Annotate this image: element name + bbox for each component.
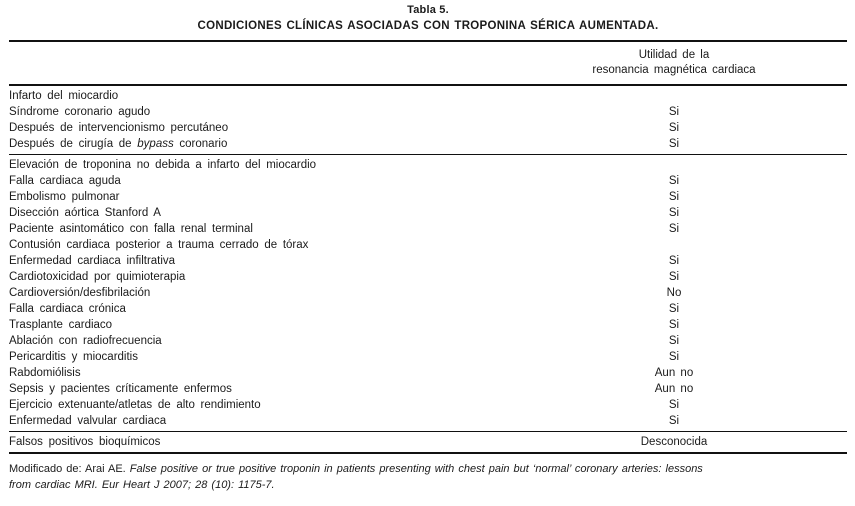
table-row	[9, 413, 847, 429]
mri-utility-value: Si	[668, 255, 680, 267]
condition-label: Ejercicio extenuante/atletas de alto rendimiento	[9, 399, 261, 411]
table-row	[9, 434, 847, 450]
condition-label: Infarto del miocardio	[9, 90, 119, 102]
mri-utility-value: Si	[668, 335, 680, 347]
condition-label: Falla cardiaca aguda	[9, 175, 121, 187]
section-myocardial-infarction	[9, 86, 847, 154]
column-header-line2: resonancia magnética cardiaca	[592, 64, 756, 76]
condition-label: Cardiotoxicidad por quimioterapia	[9, 271, 186, 283]
condition-label: Sepsis y pacientes críticamente enfermos	[9, 383, 232, 395]
mri-utility-value: Si	[668, 303, 680, 315]
table-row	[9, 333, 847, 349]
condition-label: Disección aórtica Stanford A	[9, 207, 161, 219]
table-row	[9, 88, 847, 104]
condition-label: Síndrome coronario agudo	[9, 106, 151, 118]
mri-utility-value: Si	[668, 175, 680, 187]
mri-utility-value: Si	[668, 399, 680, 411]
table-row	[9, 221, 847, 237]
condition-label: Embolismo pulmonar	[9, 191, 120, 203]
table-row	[9, 120, 847, 136]
condition-label: Enfermedad cardiaca infiltrativa	[9, 255, 176, 267]
condition-label: Ablación con radiofrecuencia	[9, 335, 162, 347]
table-title: CONDICIONES CLÍNICAS ASOCIADAS CON TROPONINA SÉRICA AUMENTADA.	[197, 20, 659, 32]
condition-label: Trasplante cardiaco	[9, 319, 113, 331]
table-row	[9, 317, 847, 333]
column-header-spacer	[9, 48, 559, 78]
table-row	[9, 253, 847, 269]
mri-utility-value: Si	[668, 138, 680, 150]
column-header-mri-utility	[559, 48, 789, 78]
source-note-citation-line1: False positive or true positive troponin in patients presenting with chest pain but ‘normal’ coronary arteries: lessons	[129, 463, 703, 475]
condition-label: Pericarditis y miocarditis	[9, 351, 138, 363]
mri-utility-value: Aun no	[654, 367, 694, 379]
mri-utility-value	[559, 237, 789, 253]
condition-label: Contusión cardiaca posterior a trauma cerrado de tórax	[9, 239, 309, 251]
mri-utility-value: No	[666, 287, 682, 299]
mri-utility-value: Aun no	[654, 383, 694, 395]
table-row	[9, 173, 847, 189]
condition-label: Elevación de troponina no debida a infarto del miocardio	[9, 159, 317, 171]
condition-label-italic-part: bypass	[137, 138, 174, 150]
source-note	[9, 462, 847, 493]
table-row	[9, 157, 847, 173]
table-row	[9, 189, 847, 205]
condition-label: Enfermedad valvular cardiaca	[9, 415, 167, 427]
table-row	[9, 136, 847, 152]
condition-label: Falla cardiaca crónica	[9, 303, 126, 315]
mri-utility-value: Desconocida	[640, 436, 708, 448]
table-row	[9, 104, 847, 120]
table-row	[9, 301, 847, 317]
condition-label: Falsos positivos bioquímicos	[9, 436, 161, 448]
section-biochemical-false-positives	[9, 432, 847, 452]
condition-label	[9, 136, 559, 152]
table-row	[9, 349, 847, 365]
table-row	[9, 285, 847, 301]
condition-label-part: coronario	[173, 138, 228, 150]
condition-label: Paciente asintomático con falla renal terminal	[9, 223, 253, 235]
mri-utility-value	[559, 157, 789, 173]
mri-utility-value: Si	[668, 122, 680, 134]
condition-label: Después de intervencionismo percutáneo	[9, 122, 229, 134]
mri-utility-value: Si	[668, 271, 680, 283]
mri-utility-value: Si	[668, 351, 680, 363]
table-row	[9, 381, 847, 397]
condition-label: Rabdomiólisis	[9, 367, 81, 379]
mri-utility-value: Si	[668, 415, 680, 427]
source-note-prefix: Modificado de: Arai AE.	[9, 463, 130, 475]
section-non-infarction-troponin-elevation	[9, 155, 847, 431]
column-header-row	[9, 42, 847, 84]
rule-bottom	[9, 452, 847, 454]
column-header-line1: Utilidad de la	[638, 49, 710, 61]
table-row	[9, 205, 847, 221]
table-number: Tabla 5.	[407, 4, 449, 16]
mri-utility-value: Si	[668, 106, 680, 118]
mri-utility-value: Si	[668, 223, 680, 235]
condition-label: Cardioversión/desfibrilación	[9, 287, 151, 299]
source-note-citation-line2: from cardiac MRI. Eur Heart J 2007; 28 (10): 1175-7.	[9, 478, 275, 491]
mri-utility-value: Si	[668, 319, 680, 331]
table-row	[9, 269, 847, 285]
mri-utility-value: Si	[668, 191, 680, 203]
condition-label-part: Después de cirugía de	[9, 138, 138, 150]
mri-utility-value	[559, 88, 789, 104]
table-row	[9, 397, 847, 413]
table-row	[9, 365, 847, 381]
table-row	[9, 237, 847, 253]
mri-utility-value: Si	[668, 207, 680, 219]
